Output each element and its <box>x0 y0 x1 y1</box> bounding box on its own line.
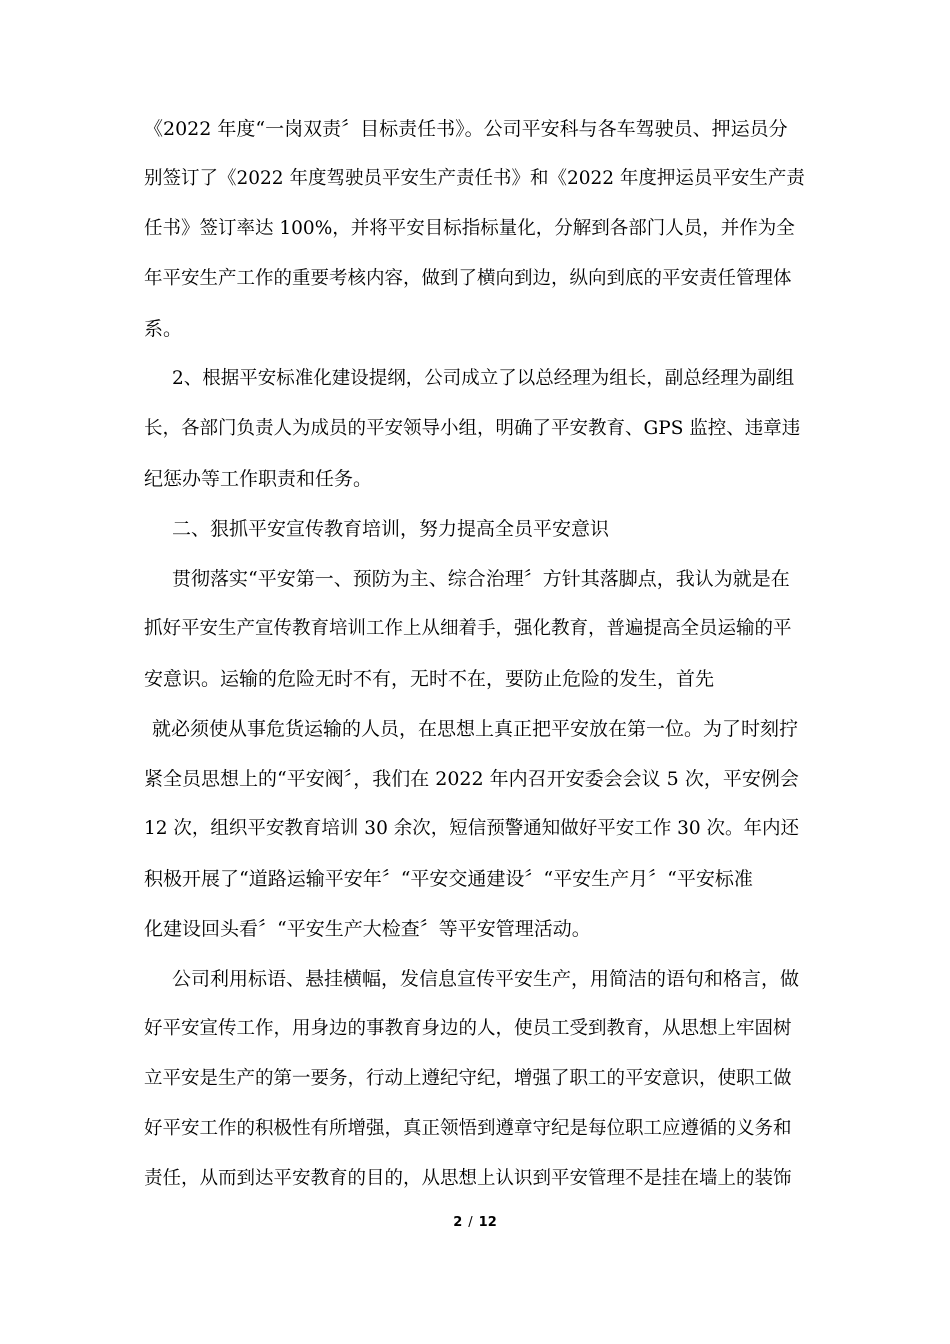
text-line: 年平安生产工作的重要考核内容，做到了横向到边，纵向到底的平安责任管理体 <box>144 268 792 289</box>
text-line: 好平安宣传工作，用身边的事教育身边的人，使员工受到教育，从思想上牢固树 <box>144 1018 792 1039</box>
text-line: 《2022 年度“一岗双责〞目标责任书》。公司平安科与各车驾驶员、押运员分 <box>144 118 788 140</box>
text-line: 贯彻落实“平安第一、预防为主、综合治理〞方针其落脚点，我认为就是在 <box>172 568 790 590</box>
page-separator: / <box>468 1215 473 1230</box>
paragraph-responsibility-letter <box>144 104 808 354</box>
text-line: 公司利用标语、悬挂横幅，发信息宣传平安生产，用简洁的语句和格言，做 <box>172 968 800 990</box>
text-line: 安意识。运输的危险无时不有，无时不在，要防止危险的发生，首先 <box>144 668 715 690</box>
heading-line: 二、狠抓平安宣传教育培训，努力提高全员平安意识 <box>172 518 610 540</box>
page-number <box>0 1211 950 1235</box>
section-heading <box>144 504 808 554</box>
text-line: 2、根据平安标准化建设提纲，公司成立了以总经理为组长，副总经理为副组 <box>172 368 795 389</box>
paragraph-meetings <box>144 704 808 954</box>
text-line: 积极开展了“道路运输平安年〞“平安交通建设〞“平安生产月〞“平安标准 <box>144 868 753 890</box>
total-pages-number: 12 <box>478 1215 497 1230</box>
text-line: 就必须使从事危货运输的人员，在思想上真正把平安放在第一位。为了时刻拧 <box>152 718 799 740</box>
text-line: 好平安工作的积极性有所增强，真正领悟到遵章守纪是每位职工应遵循的义务和 <box>144 1118 792 1139</box>
text-line: 别签订了《2022 年度驾驶员平安生产责任书》和《2022 年度押运员平安生产责 <box>144 168 805 189</box>
text-line: 紧全员思想上的“平安阀〞，我们在 2022 年内召开安委会会议 5 次，平安例会 <box>144 768 799 790</box>
text-line: 纪惩办等工作职责和任务。 <box>144 468 373 490</box>
paragraph-publicity <box>144 954 808 1204</box>
text-line: 12 次，组织平安教育培训 30 余次，短信预警通知做好平安工作 30 次。年内还 <box>144 818 800 839</box>
text-line: 化建设回头看〞“平安生产大检查〞等平安管理活动。 <box>144 918 591 940</box>
text-line: 责任，从而到达平安教育的目的，从思想上认识到平安管理不是挂在墙上的装饰 <box>144 1168 792 1189</box>
text-line: 抓好平安生产宣传教育培训工作上从细着手，强化教育，普遍提高全员运输的平 <box>144 618 792 639</box>
text-line: 任书》签订率达 100%，并将平安目标指标量化，分解到各部门人员，并作为全 <box>144 218 795 239</box>
text-line: 系。 <box>144 318 183 340</box>
paragraph-safety-group <box>144 354 808 504</box>
text-line: 立平安是生产的第一要务，行动上遵纪守纪，增强了职工的平安意识，使职工做 <box>144 1068 792 1089</box>
paragraph-policy <box>144 554 808 704</box>
current-page-number: 2 <box>453 1215 463 1230</box>
text-line: 长，各部门负责人为成员的平安领导小组，明确了平安教育、GPS 监控、违章违 <box>144 418 801 439</box>
document-body <box>144 104 808 1204</box>
